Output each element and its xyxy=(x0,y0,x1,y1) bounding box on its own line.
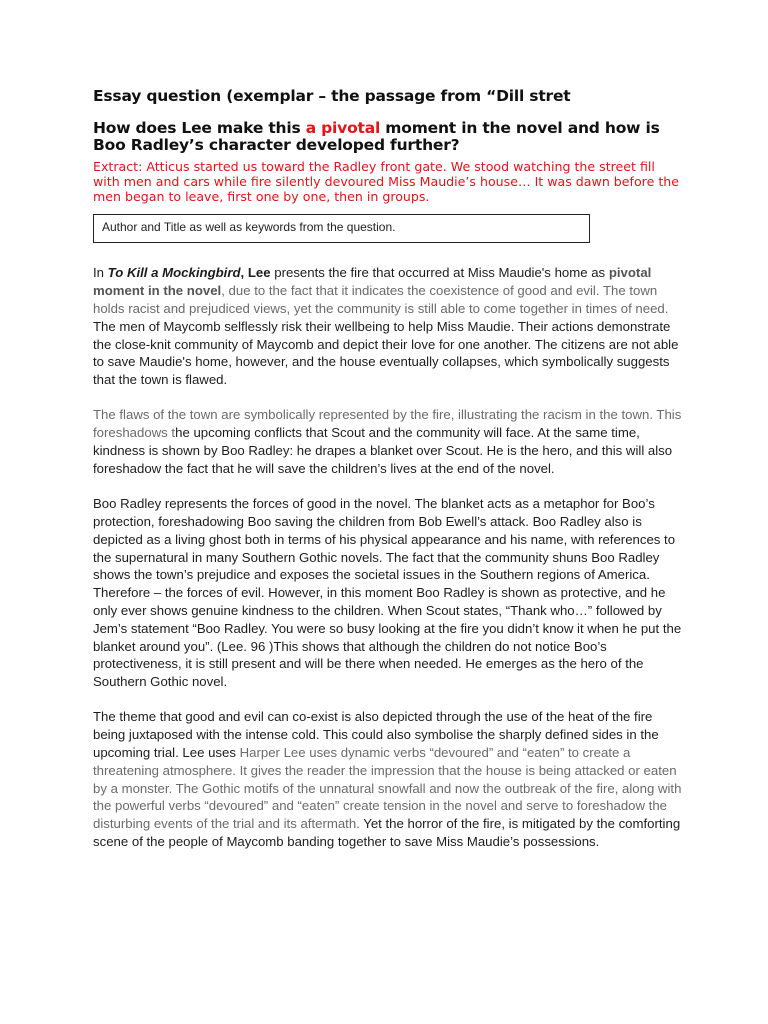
annotation-callout-box: Author and Title as well as keywords from the question. xyxy=(93,214,590,243)
author-name: , Lee xyxy=(240,265,271,281)
novel-title: To Kill a Mockingbird xyxy=(107,265,241,281)
para1-text: The men of Maycomb selflessly risk their wellbeing to help Miss Maudie. Their actions demonstrate the close-knit community of Maycomb and depict their love for one another. The citizens are not able to save Maudie's home, however, and the house eventually collapses, which symbolically suggests that the town is flawed. xyxy=(93,318,679,388)
paragraph-introduction xyxy=(93,264,683,389)
document-page xyxy=(93,86,683,851)
para2-grey-text: The flaws of the town are symbolically represented by the fire, illustrating the racism in the town. This foreshadows t xyxy=(93,407,682,441)
para1-text: presents the fire that occurred at Miss Maudie's home as xyxy=(270,265,609,281)
question-highlight: a pivotal xyxy=(305,119,381,137)
para4-text: The theme that good and evil can co-exist is also depicted through the use of the heat of the fire being juxtaposed with the intense cold. This could also symbolise the sharply defined sides in the upcoming trial. Lee uses xyxy=(93,709,659,761)
question-text-start: How does Lee make this xyxy=(93,119,306,137)
para4-grey-text: Harper Lee uses dynamic verbs “devoured” and “eaten” to create a threatening atmosphere. It gives the reader the impression that the house is being attacked or eaten by a monster. The Gothic motifs of the unnatural snowfall and now the outbreak of the fire, along with the powerful verbs “devoured” and “eaten” create tension in the novel and serve to foreshadow the disturbing events of the trial and its aftermath. xyxy=(93,745,682,832)
para2-text: he upcoming conflicts that Scout and the community will face. At the same time, kindness is shown by Boo Radley: he drapes a blanket over Scout. He is the hero, and this will also foreshadow the fact that he will save the children’s lives at the end of the novel. xyxy=(93,425,673,476)
para4-text: Yet the horror of the fire, is mitigated by the comforting scene of the people of Maycomb banding together to save Miss Maudie’s possessions. xyxy=(93,816,681,849)
extract-quote: Extract: Atticus started us toward the Radley front gate. We stood watching the street fill with men and cars while fire silently devoured Miss Maudie’s house… It was dawn before the men began to leave, first one by one, then in groups. xyxy=(93,159,680,204)
paragraph-three: Boo Radley represents the forces of good in the novel. The blanket acts as a metaphor for Boo’s protection, foreshadowing Boo saving the children from Bob Ewell’s attack. Boo Radley also is depicted as a living ghost both in terms of his physical appearance and his name, with references to the supernatural in many Southern Gothic novels. The fact that the community shuns Boo Radley shows the town’s prejudice and exposes the societal issues in the Southern regions of America. Therefore – the forces of evil. However, in this moment Boo Radley is shown as protective, and he only ever shows genuine kindness to the children. When Scout states, “Thank who…” followed by Jem’s statement “Boo Radley. You were so busy looking at the fire you didn’t know it when he put the blanket around you”. (Lee. 96 )This shows that although the children do not notice Boo’s protectiveness, it is still present and will be there when needed. He emerges as the hero of the Southern Gothic novel. xyxy=(93,496,682,690)
essay-title: Essay question (exemplar – the passage from “Dill stret xyxy=(93,87,571,105)
keyword-phrase: pivotal moment in the novel xyxy=(93,265,652,299)
paragraph-four xyxy=(93,708,683,850)
question-text-end: moment in the novel and how is Boo Radley’s character developed further? xyxy=(93,119,660,154)
paragraph-two xyxy=(93,406,683,477)
para1-text: In xyxy=(93,265,108,281)
para1-grey-text: , due to the fact that it indicates the coexistence of good and evil. The town holds racist and prejudiced views, yet the community is still able to come together in times of need. xyxy=(93,283,669,316)
essay-question xyxy=(93,120,683,154)
